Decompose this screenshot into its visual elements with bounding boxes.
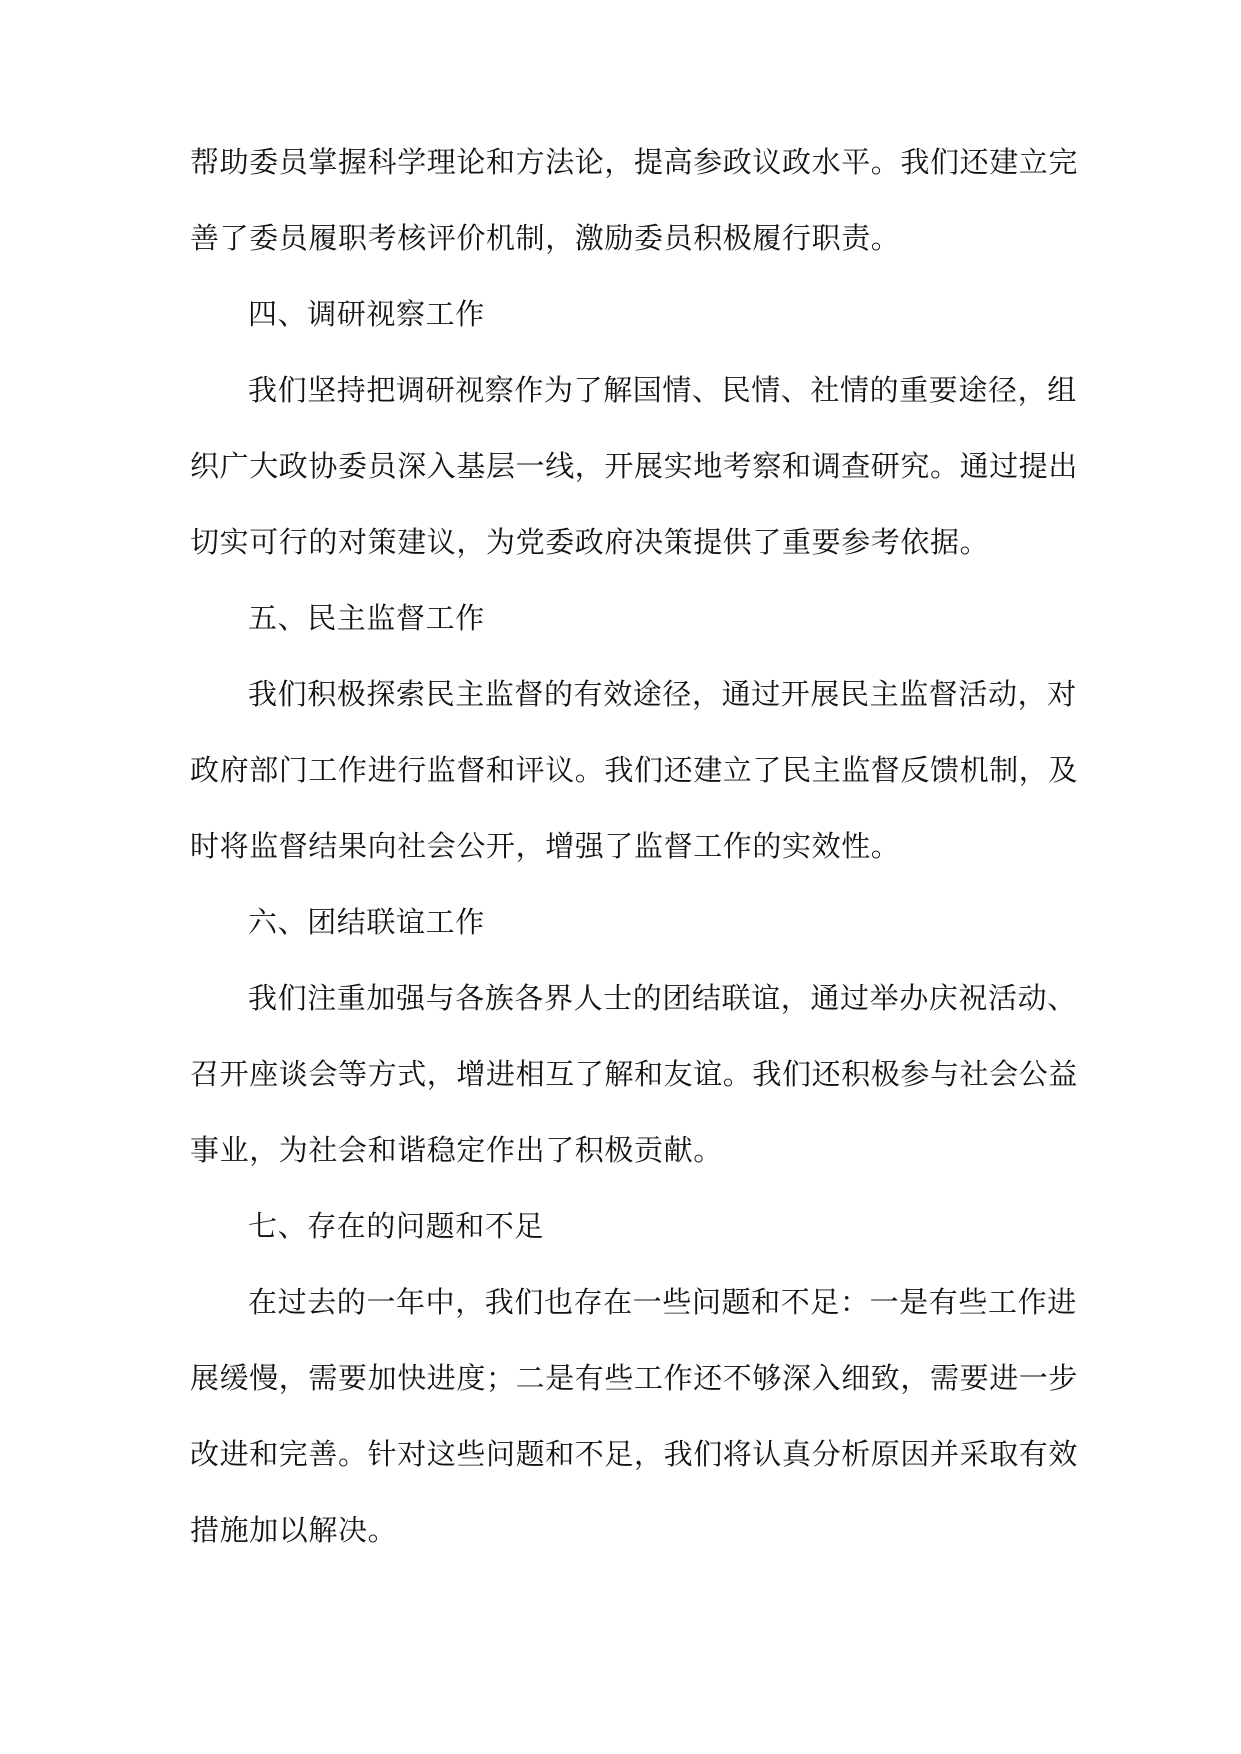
paragraph-line: 政府部门工作进行监督和评议。我们还建立了民主监督反馈机制，及 <box>190 753 1079 787</box>
section-heading: 七、存在的问题和不足 <box>248 1209 545 1243</box>
paragraph-line: 时将监督结果向社会公开，增强了监督工作的实效性。 <box>190 829 901 863</box>
paragraph-line: 我们积极探索民主监督的有效途径，通过开展民主监督活动，对 <box>248 677 1077 711</box>
paragraph-line: 我们坚持把调研视察作为了解国情、民情、社情的重要途径，组 <box>248 373 1077 407</box>
paragraph-line: 事业，为社会和谐稳定作出了积极贡献。 <box>190 1133 723 1167</box>
section-heading: 六、团结联谊工作 <box>248 905 485 939</box>
section-heading: 五、民主监督工作 <box>248 601 485 635</box>
paragraph-line: 措施加以解决。 <box>190 1513 398 1547</box>
paragraph-line: 改进和完善。针对这些问题和不足，我们将认真分析原因并采取有效 <box>190 1437 1079 1471</box>
document-body <box>190 142 1079 1586</box>
section-heading: 四、调研视察工作 <box>248 297 485 331</box>
paragraph-line: 切实可行的对策建议，为党委政府决策提供了重要参考依据。 <box>190 525 990 559</box>
paragraph-line: 在过去的一年中，我们也存在一些问题和不足：一是有些工作进 <box>248 1285 1077 1319</box>
paragraph-line: 善了委员履职考核评价机制，激励委员积极履行职责。 <box>190 221 901 255</box>
paragraph-line: 织广大政协委员深入基层一线，开展实地考察和调查研究。通过提出 <box>190 449 1079 483</box>
paragraph-line: 帮助委员掌握科学理论和方法论，提高参政议政水平。我们还建立完 <box>190 145 1079 179</box>
paragraph-line: 召开座谈会等方式，增进相互了解和友谊。我们还积极参与社会公益 <box>190 1057 1079 1091</box>
paragraph-line: 我们注重加强与各族各界人士的团结联谊，通过举办庆祝活动、 <box>248 981 1077 1015</box>
paragraph-line: 展缓慢，需要加快进度；二是有些工作还不够深入细致，需要进一步 <box>190 1361 1079 1395</box>
